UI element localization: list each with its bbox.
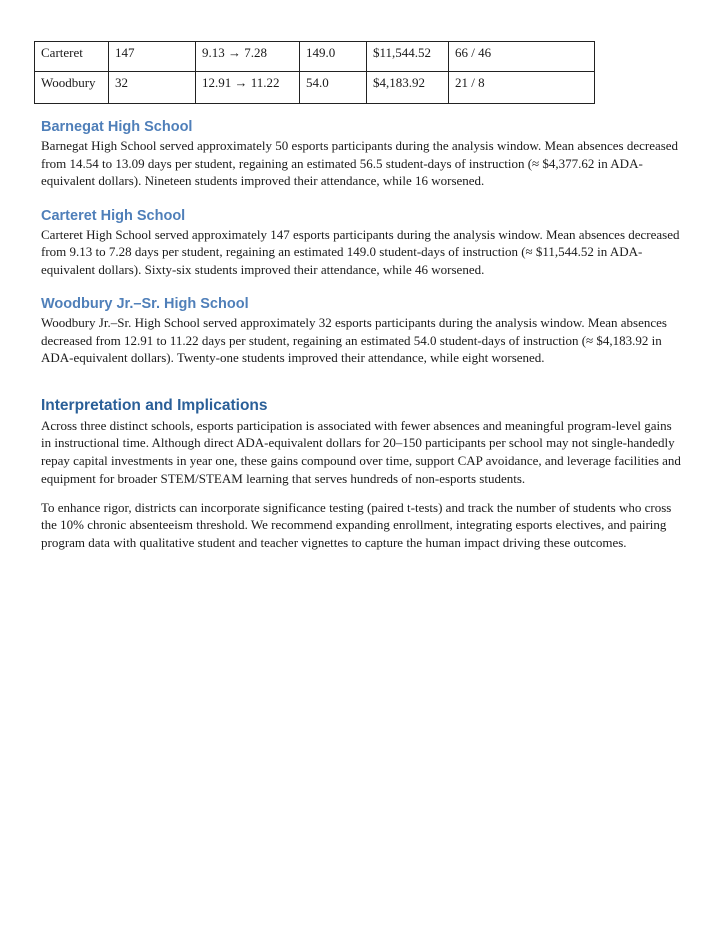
table-row <box>35 42 595 72</box>
cell-absences: 12.91 → 11.22 <box>196 72 300 104</box>
results-table <box>34 41 595 104</box>
cell-ada-dollars: $11,544.52 <box>367 42 449 72</box>
interpretation-paragraph: To enhance rigor, districts can incorporate significance testing (paired t-tests) and track the number of students who cross the 10% chronic absenteeism threshold. We recommend expanding enrollment, integrating esports electives, and pairing program data with qualitative student and teacher vignettes to capture the human impact driving these outcomes. <box>41 499 672 551</box>
school-section-barnegat <box>41 117 681 190</box>
school-section-woodbury <box>41 294 681 367</box>
cell-participants: 147 <box>109 42 196 72</box>
report-content <box>41 117 681 563</box>
cell-absences: 9.13 → 7.28 <box>196 42 300 72</box>
cell-school: Woodbury <box>35 72 109 104</box>
interpretation-paragraph: Across three distinct schools, esports participation is associated with fewer absences and meaningful program-level gains in instructional time. Although direct ADA-equivalent dollars for 20–150 participants per school may not single-handedly repay capital investments in year one, these gains compound over time, support CAP avoidance, and leverage facilities and equipment for broader STEM/STEAM learning that serves hundreds of non-esports students. <box>41 417 681 486</box>
cell-improved-worsened: 66 / 46 <box>449 42 595 72</box>
cell-days-regained: 149.0 <box>300 42 367 72</box>
cell-participants: 32 <box>109 72 196 104</box>
interpretation-section <box>41 395 681 553</box>
section-heading: Carteret High School <box>41 207 186 224</box>
cell-ada-dollars: $4,183.92 <box>367 72 449 104</box>
section-heading: Barnegat High School <box>41 119 193 135</box>
cell-improved-worsened: 21 / 8 <box>449 72 595 104</box>
section-body: Barnegat High School served approximately 50 esports participants during the analysis window. Mean absences decreased from 14.54 to 13.09 days per student, regaining an estimated 56.5 student-days of instruction (≈ $4,377.62 in ADA-equivalent dollars). Nineteen students improved their attendance, while 16 worsened. <box>41 138 679 188</box>
table-row <box>35 72 595 104</box>
interpretation-heading: Interpretation and Implications <box>41 396 268 414</box>
cell-school: Carteret <box>35 42 109 72</box>
school-section-carteret <box>41 206 681 279</box>
section-heading: Woodbury Jr.–Sr. High School <box>41 296 249 312</box>
section-body: Woodbury Jr.–Sr. High School served approximately 32 esports participants during the analysis window. Mean absences decreased from 12.91 to 11.22 days per student, regaining an estimated 54.0 student-days of instruction (≈ $4,183.92 in ADA-equivalent dollars). Twenty-one students improved their attendance, while eight worsened. <box>41 315 667 365</box>
cell-days-regained: 54.0 <box>300 72 367 104</box>
section-body: Carteret High School served approximately 147 esports participants during the analysis window. Mean absences decreased from 9.13 to 7.28 days per student, regaining an estimated 149.0 student-days of instruction (≈ $11,544.52 in ADA-equivalent dollars). Sixty-six students improved their attendance, while 46 worsened. <box>41 226 680 277</box>
